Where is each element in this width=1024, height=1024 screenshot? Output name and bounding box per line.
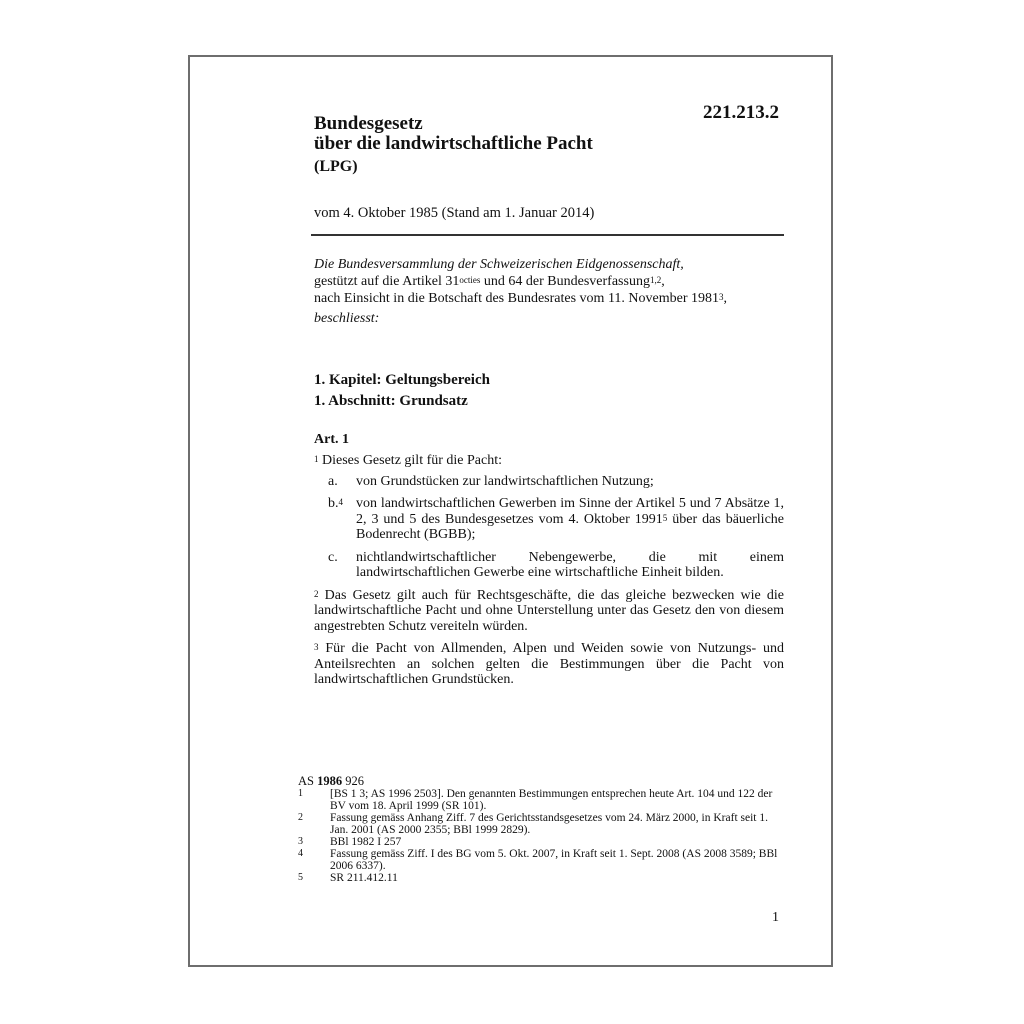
paragraph-3 bbox=[314, 641, 784, 688]
footnote bbox=[298, 848, 788, 872]
item-label: a. bbox=[328, 473, 338, 489]
footnote-number: 2 bbox=[298, 812, 303, 823]
list-item bbox=[314, 474, 784, 490]
section-heading: 1. Abschnitt: Grundsatz bbox=[314, 393, 468, 409]
chapter-heading: 1. Kapitel: Geltungsbereich bbox=[314, 372, 490, 388]
footnote bbox=[298, 812, 788, 836]
law-abbreviation: (LPG) bbox=[314, 158, 358, 175]
item-label: c. bbox=[328, 549, 338, 565]
page-number: 1 bbox=[772, 910, 779, 925]
footnote-text: [BS 1 3; AS 1996 2503]. Den genannten Bestimmungen entsprechen heute Art. 104 und 122 der BV vom 18. April 1999 (SR 101). bbox=[330, 788, 773, 812]
text: nach Einsicht in die Botschaft des Bundesrates vom 11. November 1981 bbox=[314, 291, 720, 306]
footnote-text: Fassung gemäss Anhang Ziff. 7 des Gerichtsstandsgesetzes vom 24. März 2000, in Kraft seit 1. Jan. 2001 (AS 2000 2355; BBl 1999 2829). bbox=[330, 812, 768, 836]
footnote bbox=[298, 788, 788, 812]
as-reference bbox=[298, 775, 788, 787]
paragraph-number: 3 bbox=[314, 642, 319, 652]
preamble-line-1: Die Bundesversammlung der Schweizerischen Eidgenossenschaft, bbox=[314, 257, 684, 272]
text: , bbox=[723, 291, 728, 306]
footnote-number: 1 bbox=[298, 788, 303, 799]
text: 926 bbox=[342, 774, 364, 788]
preamble bbox=[314, 256, 784, 327]
footnotes bbox=[298, 775, 788, 884]
text: , bbox=[661, 274, 665, 289]
text: von landwirtschaftlichen Gewerben im Sinne der Artikel 5 und 7 Absätze 1, 2, 3 und 5 des Bundesgesetzes vom 4. Oktober 1991 bbox=[356, 496, 784, 527]
preamble-line-4: beschliesst: bbox=[314, 311, 380, 326]
item-text: nichtlandwirtschaftlicher Nebengewerbe, die mit einem landwirtschaftlichen Gewerbe eine wirtschaftliche Einheit bilden. bbox=[356, 549, 784, 580]
footnote-number: 4 bbox=[298, 848, 303, 859]
text: Dieses Gesetz gilt für die Pacht: bbox=[318, 453, 503, 468]
title-line-2: über die landwirtschaftliche Pacht bbox=[314, 133, 593, 154]
footnote-text: Fassung gemäss Ziff. I des BG vom 5. Okt. 2007, in Kraft seit 1. Sept. 2008 (AS 2008 3589; BBl 2006 6337). bbox=[330, 848, 778, 872]
list-item bbox=[314, 496, 784, 543]
item-text: von Grundstücken zur landwirtschaftlichen Nutzung; bbox=[356, 473, 654, 489]
text: gestützt auf die Artikel 31 bbox=[314, 274, 460, 289]
header-divider bbox=[311, 234, 784, 236]
paragraph-number: 2 bbox=[314, 588, 319, 599]
preamble-line-2 bbox=[314, 273, 784, 290]
law-date: vom 4. Oktober 1985 (Stand am 1. Januar 2014) bbox=[314, 205, 595, 221]
document-page bbox=[188, 55, 833, 967]
item-label bbox=[314, 496, 356, 543]
label: b. bbox=[328, 496, 339, 511]
paragraph-number: 1 bbox=[314, 454, 319, 464]
list-item bbox=[314, 550, 784, 581]
footnote-ref[interactable]: 5 bbox=[662, 512, 668, 523]
text: AS bbox=[298, 774, 318, 788]
article-1-body bbox=[314, 453, 784, 695]
text: 1986 bbox=[317, 774, 343, 788]
footnote-ref[interactable]: 4 bbox=[338, 497, 343, 507]
article-heading: Art. 1 bbox=[314, 432, 349, 447]
text: über das bäuerliche Bodenrecht (BGBB); bbox=[356, 511, 784, 542]
footnote-ref[interactable]: 3 bbox=[719, 292, 724, 302]
text: Das Gesetz gilt auch für Rechtsgeschäfte, die das gleiche bezwecken wie die landwirtschaftliche Pacht und ohne Unterstellung unter das Gesetz den von diesem angestrebten Schutz vereiteln würden. bbox=[314, 587, 784, 634]
footnote-text: SR 211.412.11 bbox=[330, 872, 398, 884]
item-text bbox=[356, 496, 784, 543]
footnote-number: 5 bbox=[298, 872, 303, 883]
footnote bbox=[298, 836, 788, 848]
footnote-number: 3 bbox=[298, 836, 303, 847]
paragraph-1 bbox=[314, 453, 784, 469]
paragraph-2 bbox=[314, 588, 784, 635]
text: und 64 der Bundesverfassung bbox=[480, 274, 650, 289]
sr-number: 221.213.2 bbox=[703, 102, 779, 123]
footnote-text: BBl 1982 I 257 bbox=[330, 836, 402, 848]
footnote-ref[interactable]: 1,2 bbox=[649, 275, 662, 285]
superscript: octies bbox=[459, 275, 481, 285]
preamble-line-3 bbox=[314, 290, 784, 307]
footnote bbox=[298, 872, 788, 884]
law-title bbox=[314, 114, 593, 154]
title-line-1: Bundesgesetz bbox=[314, 113, 423, 134]
text: Für die Pacht von Allmenden, Alpen und Weiden sowie von Nutzungs- und Anteilsrechten an solchen gelten die Bestimmungen über die Pacht von landwirtschaftlichen Grundstücken. bbox=[314, 641, 784, 687]
